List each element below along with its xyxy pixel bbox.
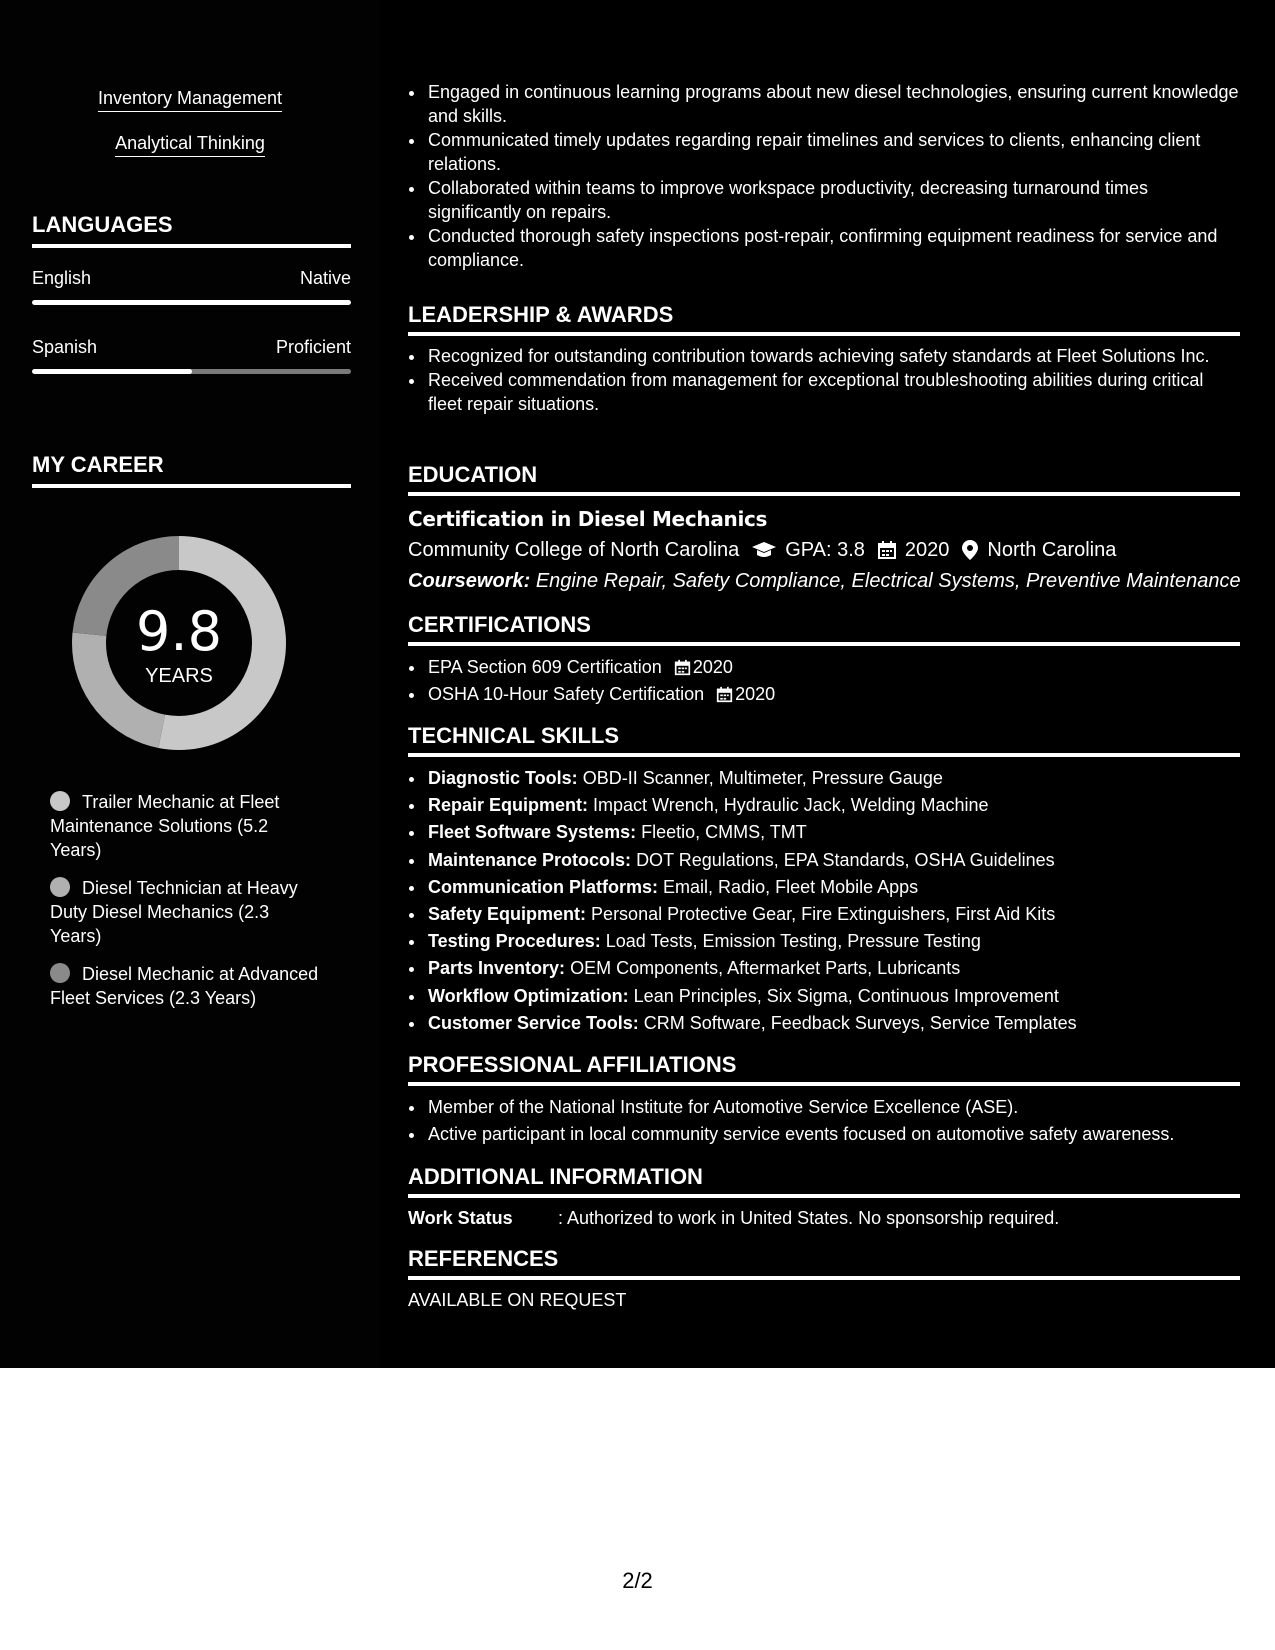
language-bar bbox=[32, 369, 351, 374]
certifications-section bbox=[408, 612, 1240, 708]
list-item: • Collaborated within teams to improve workspace productivity, decreasing turnaround times significantly on repairs. bbox=[426, 176, 1240, 224]
list-item: • Fleet Software Systems: Fleetio, CMMS, TMT bbox=[426, 819, 1240, 846]
page-number: 2/2 bbox=[622, 1568, 653, 1593]
work-status-label: Work Status bbox=[408, 1208, 513, 1228]
career-title: MY CAREER bbox=[32, 452, 351, 488]
language-name: English bbox=[32, 268, 92, 288]
language-level: Native bbox=[299, 268, 351, 288]
list-item: • Member of the National Institute for Automotive Service Excellence (ASE). bbox=[426, 1094, 1240, 1121]
references-text: AVAILABLE ON REQUEST bbox=[408, 1290, 627, 1310]
affiliations-section bbox=[408, 1052, 1240, 1148]
language-row bbox=[32, 268, 351, 289]
gpa: GPA: 3.8 bbox=[785, 539, 865, 561]
section-title: TECHNICAL SKILLS bbox=[408, 723, 1240, 757]
languages-title: LANGUAGES bbox=[32, 212, 351, 248]
language-bar-fill bbox=[32, 300, 351, 305]
list-item: • Safety Equipment: Personal Protective Gear, Fire Extinguishers, First Aid Kits bbox=[426, 901, 1240, 928]
list-item: • OSHA 10-Hour Safety Certification 2020 bbox=[426, 681, 1240, 708]
list-item: • Communication Platforms: Email, Radio, Fleet Mobile Apps bbox=[426, 874, 1240, 901]
list-item: • Received commendation from management for exceptional troubleshooting abilities during critical fleet repair situations. bbox=[426, 368, 1240, 416]
work-status-value: : Authorized to work in United States. No sponsorship required. bbox=[558, 1208, 1060, 1228]
list-item: • Repair Equipment: Impact Wrench, Hydraulic Jack, Welding Machine bbox=[426, 792, 1240, 819]
skill-item: Inventory Management bbox=[0, 88, 380, 112]
career-item: Diesel Mechanic at Advanced Fleet Services (2.3 Years) bbox=[50, 964, 319, 1008]
school-name: Community College of North Carolina bbox=[408, 539, 740, 561]
list-item: • Testing Procedures: Load Tests, Emission Testing, Pressure Testing bbox=[426, 928, 1240, 955]
work-status bbox=[408, 1206, 1240, 1230]
career-item: Diesel Technician at Heavy Duty Diesel Mechanics (2.3 Years) bbox=[50, 878, 298, 946]
additional-info-section bbox=[408, 1164, 1240, 1230]
section-title: ADDITIONAL INFORMATION bbox=[408, 1164, 1240, 1198]
list-item: • Recognized for outstanding contribution towards achieving safety standards at Fleet Solutions Inc. bbox=[426, 344, 1240, 368]
graduation-year: 2020 bbox=[904, 539, 950, 561]
career-list bbox=[50, 790, 320, 1024]
list-item: • Customer Service Tools: CRM Software, Feedback Surveys, Service Templates bbox=[426, 1010, 1240, 1037]
list-item: • Maintenance Protocols: DOT Regulations, EPA Standards, OSHA Guidelines bbox=[426, 847, 1240, 874]
list-item: • Active participant in local community service events focused on automotive safety awareness. bbox=[426, 1121, 1240, 1148]
language-row bbox=[32, 337, 351, 358]
list-item: • EPA Section 609 Certification 2020 bbox=[426, 654, 1240, 681]
list-item: • Engaged in continuous learning programs about new diesel technologies, ensuring current knowledge and skills. bbox=[426, 80, 1240, 128]
list-item: • Parts Inventory: OEM Components, Aftermarket Parts, Lubricants bbox=[426, 955, 1240, 982]
education-details bbox=[408, 534, 1240, 566]
career-unit: YEARS bbox=[145, 665, 213, 687]
career-item: Trailer Mechanic at Fleet Maintenance Solutions (5.2 Years) bbox=[50, 792, 280, 860]
sidebar bbox=[0, 0, 380, 1368]
coursework: Coursework: Engine Repair, Safety Compliance, Electrical Systems, Preventive Maintenance bbox=[408, 570, 1241, 592]
list-item: • Conducted thorough safety inspections post-repair, confirming equipment readiness for service and compliance. bbox=[426, 224, 1240, 272]
language-bar bbox=[32, 300, 351, 305]
skill-item: Analytical Thinking bbox=[0, 133, 380, 157]
calendar-icon bbox=[716, 686, 733, 703]
career-donut-chart bbox=[66, 530, 292, 756]
section-title: PROFESSIONAL AFFILIATIONS bbox=[408, 1052, 1240, 1086]
list-item: • Workflow Optimization: Lean Principles, Six Sigma, Continuous Improvement bbox=[426, 983, 1240, 1010]
language-name: Spanish bbox=[32, 337, 98, 357]
references-section bbox=[408, 1246, 1240, 1312]
career-dot bbox=[50, 791, 70, 811]
location: North Carolina bbox=[987, 539, 1117, 561]
career-dot bbox=[50, 877, 70, 897]
calendar-icon bbox=[674, 659, 691, 676]
section-title: CERTIFICATIONS bbox=[408, 612, 1240, 646]
career-total: 9.8 bbox=[136, 600, 222, 663]
graduation-cap-icon bbox=[751, 540, 777, 560]
section-title: EDUCATION bbox=[408, 462, 1240, 496]
experience-bullets bbox=[408, 80, 1240, 272]
language-bar-fill bbox=[32, 369, 192, 374]
section-title: LEADERSHIP & AWARDS bbox=[408, 302, 1240, 336]
technical-skills-section bbox=[408, 723, 1240, 1037]
leadership-section bbox=[408, 302, 1240, 416]
list-item: • Communicated timely updates regarding repair timelines and services to clients, enhancing client relations. bbox=[426, 128, 1240, 176]
section-title: REFERENCES bbox=[408, 1246, 1240, 1280]
location-pin-icon bbox=[961, 539, 979, 561]
degree-title: Certification in Diesel Mechanics bbox=[408, 507, 768, 531]
education-section bbox=[408, 462, 1240, 596]
language-level: Proficient bbox=[275, 337, 351, 357]
career-dot bbox=[50, 963, 70, 983]
calendar-icon bbox=[877, 540, 897, 560]
list-item: • Diagnostic Tools: OBD-II Scanner, Multimeter, Pressure Gauge bbox=[426, 765, 1240, 792]
experience-section bbox=[408, 80, 1240, 272]
